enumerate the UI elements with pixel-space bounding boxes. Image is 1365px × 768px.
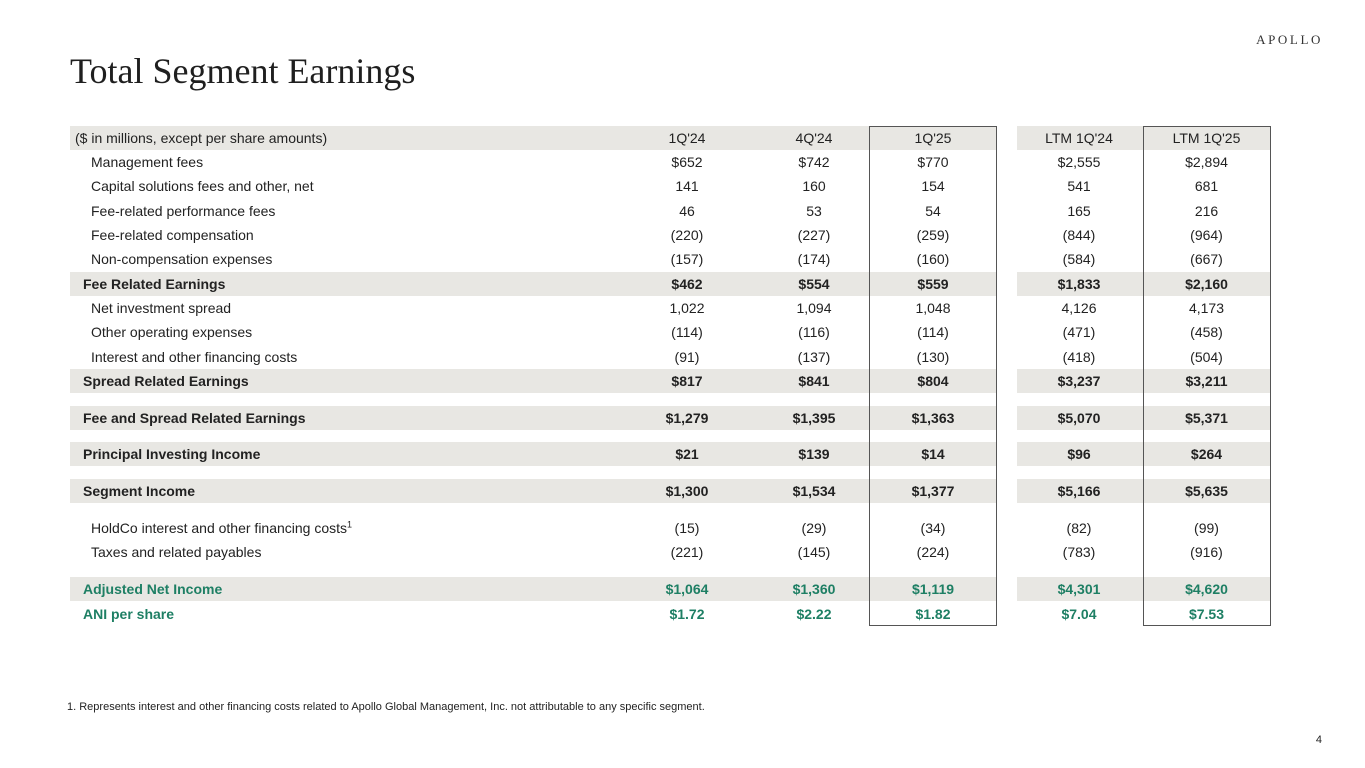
row-label-text: HoldCo interest and other financing costs: [91, 520, 348, 536]
row-value: $841: [798, 373, 830, 389]
row-value: 1,048: [915, 300, 951, 316]
row-value: (34): [920, 520, 946, 536]
row-value: $139: [798, 446, 830, 462]
row-value: (844): [1062, 227, 1096, 243]
table-row: [70, 296, 1270, 320]
row-value: $817: [671, 373, 703, 389]
row-value: 54: [925, 203, 941, 219]
row-label: Fee Related Earnings: [83, 276, 226, 292]
row-label: Principal Investing Income: [83, 446, 261, 462]
table-header-row: [70, 126, 1270, 150]
row-value: (220): [670, 227, 704, 243]
row-value: (137): [797, 349, 831, 365]
row-value: 141: [675, 178, 699, 194]
table-row: [70, 320, 1270, 344]
subtotal-row: [70, 442, 1270, 466]
row-value: $559: [917, 276, 949, 292]
row-value: 160: [802, 178, 826, 194]
row-label: Fee-related performance fees: [91, 203, 276, 219]
column-gap: [997, 126, 1017, 627]
row-value: 216: [1194, 203, 1219, 219]
row-value: (584): [1062, 251, 1096, 267]
table-row: [70, 540, 1270, 564]
row-value: (964): [1190, 227, 1223, 243]
row-label: Fee-related compensation: [91, 227, 254, 243]
row-value: $1,363: [911, 410, 955, 426]
row-value: $742: [798, 154, 830, 170]
row-value: (458): [1190, 324, 1223, 340]
row-value: (471): [1062, 324, 1096, 340]
row-label: Segment Income: [83, 483, 196, 499]
row-value: 53: [806, 203, 822, 219]
table-row: [70, 150, 1270, 174]
row-value: (15): [674, 520, 700, 536]
row-value: (145): [797, 544, 831, 560]
row-value: (99): [1194, 520, 1219, 536]
row-label: Interest and other financing costs: [91, 349, 298, 365]
row-value: $4,301: [1057, 581, 1101, 597]
row-value: (82): [1066, 520, 1092, 536]
row-value: $5,371: [1185, 410, 1228, 426]
row-value: 46: [679, 203, 695, 219]
row-value: $7.04: [1061, 606, 1097, 622]
row-value: (160): [916, 251, 950, 267]
row-value: $1.82: [915, 606, 951, 622]
row-value: 165: [1067, 203, 1091, 219]
page-title: Total Segment Earnings: [70, 51, 416, 91]
row-value: $652: [671, 154, 703, 170]
header-col: 1Q'24: [668, 130, 706, 146]
row-label: Fee and Spread Related Earnings: [83, 410, 306, 426]
ani-per-share-row: [70, 602, 1270, 626]
row-value: $14: [921, 446, 945, 462]
row-value: $2.22: [796, 606, 832, 622]
row-label: Spread Related Earnings: [83, 373, 249, 389]
subtotal-row: [70, 369, 1270, 393]
row-value: $264: [1190, 446, 1223, 462]
row-value: $1,534: [792, 483, 836, 499]
footnote-marker: 1: [347, 519, 353, 530]
row-value: (259): [916, 227, 950, 243]
header-col: 1Q'25: [914, 130, 952, 146]
row-value: $1,377: [911, 483, 955, 499]
subtotal-row: [70, 406, 1270, 430]
header-col: 4Q'24: [795, 130, 833, 146]
table-row: [70, 345, 1270, 369]
table-row: [70, 174, 1270, 198]
row-label: Adjusted Net Income: [83, 581, 223, 597]
table-row: [70, 223, 1270, 247]
row-value: $804: [917, 373, 949, 389]
row-label: Net investment spread: [91, 300, 232, 316]
segment-earnings-table: [70, 126, 1270, 627]
table-row: [70, 247, 1270, 271]
subtotal-row: [70, 272, 1270, 296]
row-label: Other operating expenses: [91, 324, 253, 340]
row-value: $3,211: [1185, 373, 1228, 389]
row-value: $21: [675, 446, 699, 462]
row-value: 681: [1194, 178, 1219, 194]
row-value: 4,173: [1188, 300, 1225, 316]
subtotal-row: [70, 479, 1270, 503]
apollo-logo: APOLLO: [1256, 32, 1323, 47]
row-label: [70, 516, 651, 540]
row-value: 1,094: [796, 300, 832, 316]
row-value: $462: [671, 276, 703, 292]
table-row: [70, 199, 1270, 223]
row-value: $2,160: [1185, 276, 1228, 292]
row-value: $3,237: [1057, 373, 1101, 389]
row-label: Non-compensation expenses: [91, 251, 273, 267]
header-col: LTM 1Q'25: [1172, 130, 1241, 146]
row-value: $1.72: [669, 606, 705, 622]
row-value: 4,126: [1061, 300, 1097, 316]
row-value: $5,166: [1057, 483, 1101, 499]
row-value: $554: [798, 276, 830, 292]
row-value: 1,022: [669, 300, 705, 316]
row-value: (91): [674, 349, 700, 365]
row-value: 154: [921, 178, 945, 194]
row-value: (29): [801, 520, 827, 536]
row-value: (130): [916, 349, 950, 365]
row-value: $1,360: [792, 581, 836, 597]
row-value: $1,833: [1057, 276, 1101, 292]
page-number: 4: [1315, 734, 1322, 746]
row-value: $1,395: [792, 410, 836, 426]
row-value: 541: [1067, 178, 1091, 194]
header-col: LTM 1Q'24: [1045, 130, 1113, 146]
row-value: (418): [1062, 349, 1096, 365]
footnote: 1. Represents interest and other financing costs related to Apollo Global Management, Inc. not attributable to any specific segment.: [67, 701, 705, 713]
row-value: $770: [917, 154, 949, 170]
adjusted-net-income-row: [70, 577, 1270, 601]
table-row: [70, 516, 1270, 540]
row-value: (916): [1190, 544, 1223, 560]
row-value: (174): [797, 251, 831, 267]
row-label: ANI per share: [83, 606, 175, 622]
row-value: (221): [670, 544, 704, 560]
header-label: ($ in millions, except per share amounts): [75, 130, 328, 146]
row-label: Capital solutions fees and other, net: [91, 178, 314, 194]
row-value: $1,064: [665, 581, 709, 597]
row-value: $2,894: [1185, 154, 1228, 170]
row-value: $4,620: [1185, 581, 1228, 597]
row-value: (114): [671, 324, 703, 340]
row-value: (224): [916, 544, 950, 560]
row-value: $7.53: [1188, 606, 1225, 622]
row-label: Management fees: [91, 154, 204, 170]
row-value: (667): [1190, 251, 1223, 267]
row-value: $1,300: [665, 483, 709, 499]
row-value: (114): [917, 324, 949, 340]
row-value: $1,279: [665, 410, 709, 426]
row-value: (116): [798, 324, 830, 340]
row-value: (157): [670, 251, 704, 267]
row-value: (227): [797, 227, 831, 243]
row-value: (504): [1190, 349, 1223, 365]
row-value: (783): [1062, 544, 1096, 560]
row-value: $96: [1067, 446, 1091, 462]
row-value: $5,070: [1057, 410, 1101, 426]
row-value: $5,635: [1185, 483, 1228, 499]
row-value: $1,119: [911, 581, 955, 597]
row-label: Taxes and related payables: [91, 544, 262, 560]
row-value: $2,555: [1057, 154, 1101, 170]
